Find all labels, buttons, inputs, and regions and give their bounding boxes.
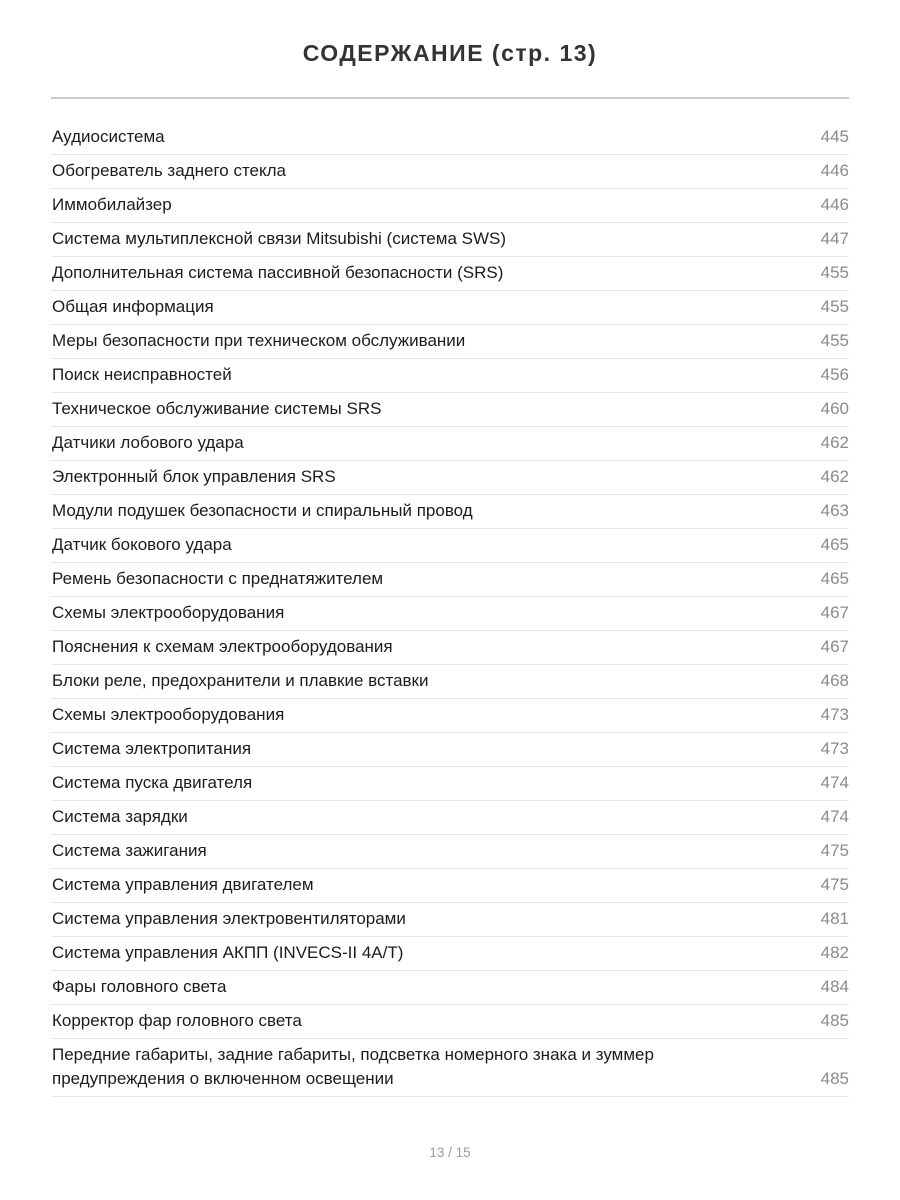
toc-entry-page: 462 bbox=[820, 433, 849, 452]
toc-entry-page: 446 bbox=[820, 161, 849, 180]
toc-entry-page: 482 bbox=[820, 943, 849, 962]
toc-entry-label: Модули подушек безопасности и спиральный провод bbox=[52, 501, 473, 520]
toc-entry bbox=[51, 121, 849, 155]
toc-entry bbox=[51, 393, 849, 427]
toc-entry-page: 445 bbox=[820, 127, 849, 146]
toc-entry-label: Поиск неисправностей bbox=[52, 365, 232, 384]
toc-entry-label: Фары головного света bbox=[52, 977, 227, 996]
toc-entry-label: Система управления электровентиляторами bbox=[52, 909, 406, 928]
toc-entry bbox=[51, 359, 849, 393]
toc-entry bbox=[51, 597, 849, 631]
toc-entry-label: Корректор фар головного света bbox=[52, 1011, 302, 1030]
page-title: СОДЕРЖАНИЕ (стр. 13) bbox=[302, 40, 598, 66]
toc-entry bbox=[51, 1005, 849, 1039]
toc-entry bbox=[51, 529, 849, 563]
toc-entry bbox=[51, 699, 849, 733]
toc-entry-page: 447 bbox=[820, 229, 849, 248]
toc-entry bbox=[51, 223, 849, 257]
toc-entry bbox=[51, 257, 849, 291]
toc-entry-label: Блоки реле, предохранители и плавкие вставки bbox=[52, 671, 429, 690]
toc-entry bbox=[51, 801, 849, 835]
toc-entry-label: Схемы электрооборудования bbox=[52, 603, 285, 622]
toc-entry-page: 473 bbox=[820, 739, 849, 758]
toc-entry bbox=[51, 835, 849, 869]
toc-entry-page: 467 bbox=[820, 603, 849, 622]
toc-entry-page: 485 bbox=[820, 1011, 849, 1030]
toc-entry bbox=[51, 869, 849, 903]
toc-entry bbox=[51, 1039, 849, 1097]
toc-entry bbox=[51, 971, 849, 1005]
toc-entry-label: Система зажигания bbox=[52, 841, 207, 860]
toc-entry-page: 465 bbox=[820, 535, 849, 554]
toc-entry-label: Техническое обслуживание системы SRS bbox=[52, 399, 382, 418]
toc-entry bbox=[51, 563, 849, 597]
toc-entry-page: 475 bbox=[820, 875, 849, 894]
toc-entry-page: 465 bbox=[820, 569, 849, 588]
toc-entry-label: Система мультиплексной связи Mitsubishi (система SWS) bbox=[52, 229, 507, 248]
toc-entry-page: 467 bbox=[820, 637, 849, 656]
toc-entry-page: 446 bbox=[820, 195, 849, 214]
toc-entry-page: 463 bbox=[820, 501, 849, 520]
toc-entry-page: 460 bbox=[820, 399, 849, 418]
toc-entry-label: Датчики лобового удара bbox=[52, 433, 244, 452]
toc-entry-label: Система управления АКПП (INVECS-II 4A/T) bbox=[52, 943, 404, 962]
toc-entry-page: 468 bbox=[820, 671, 849, 690]
toc-entry bbox=[51, 767, 849, 801]
toc-entry-label: Система зарядки bbox=[52, 807, 188, 826]
toc-entry bbox=[51, 155, 849, 189]
toc-entry-page: 485 bbox=[820, 1069, 849, 1088]
toc-entry-page: 484 bbox=[820, 977, 849, 996]
toc-entry-page: 474 bbox=[820, 807, 849, 826]
toc-entry-label: Меры безопасности при техническом обслуживании bbox=[52, 331, 466, 350]
toc-entry bbox=[51, 427, 849, 461]
toc-entry-label: Система пуска двигателя bbox=[52, 773, 253, 792]
toc-list bbox=[51, 121, 849, 1097]
toc-entry-label: Схемы электрооборудования bbox=[52, 705, 285, 724]
page-indicator: 13 / 15 bbox=[429, 1145, 471, 1160]
toc-entry-label: Система электропитания bbox=[52, 739, 252, 758]
toc-entry-page: 473 bbox=[820, 705, 849, 724]
toc-entry-page: 474 bbox=[820, 773, 849, 792]
toc-entry-label: Ремень безопасности с преднатяжителем bbox=[52, 569, 384, 588]
toc-entry-label: Дополнительная система пассивной безопасности (SRS) bbox=[52, 263, 504, 282]
toc-entry-page: 481 bbox=[820, 909, 849, 928]
toc-entry bbox=[51, 461, 849, 495]
toc-entry bbox=[51, 189, 849, 223]
toc-entry-label: Датчик бокового удара bbox=[52, 535, 232, 554]
toc-entry-label: Электронный блок управления SRS bbox=[52, 467, 336, 486]
header-divider bbox=[51, 97, 849, 99]
toc-entry-label: Обогреватель заднего стекла bbox=[52, 161, 286, 180]
toc-entry bbox=[51, 291, 849, 325]
toc-entry-page: 455 bbox=[820, 331, 849, 350]
toc-entry-page: 475 bbox=[820, 841, 849, 860]
toc-entry-page: 456 bbox=[820, 365, 849, 384]
toc-entry bbox=[51, 733, 849, 767]
toc-entry-page: 455 bbox=[820, 263, 849, 282]
toc-entry bbox=[51, 937, 849, 971]
toc-entry-page: 455 bbox=[820, 297, 849, 316]
toc-entry-page: 462 bbox=[820, 467, 849, 486]
toc-entry-label: Аудиосистема bbox=[52, 127, 165, 146]
toc-entry-label: Передние габариты, задние габариты, подсветка номерного знака и зуммер предупреждения о включенном освещении bbox=[52, 1045, 654, 1088]
toc-entry bbox=[51, 631, 849, 665]
toc-entry-label: Иммобилайзер bbox=[52, 195, 172, 214]
toc-entry bbox=[51, 903, 849, 937]
toc-entry-label: Общая информация bbox=[52, 297, 214, 316]
toc-entry-label: Пояснения к схемам электрооборудования bbox=[52, 637, 393, 656]
toc-entry-label: Система управления двигателем bbox=[52, 875, 314, 894]
toc-entry bbox=[51, 495, 849, 529]
toc-entry bbox=[51, 325, 849, 359]
toc-entry bbox=[51, 665, 849, 699]
